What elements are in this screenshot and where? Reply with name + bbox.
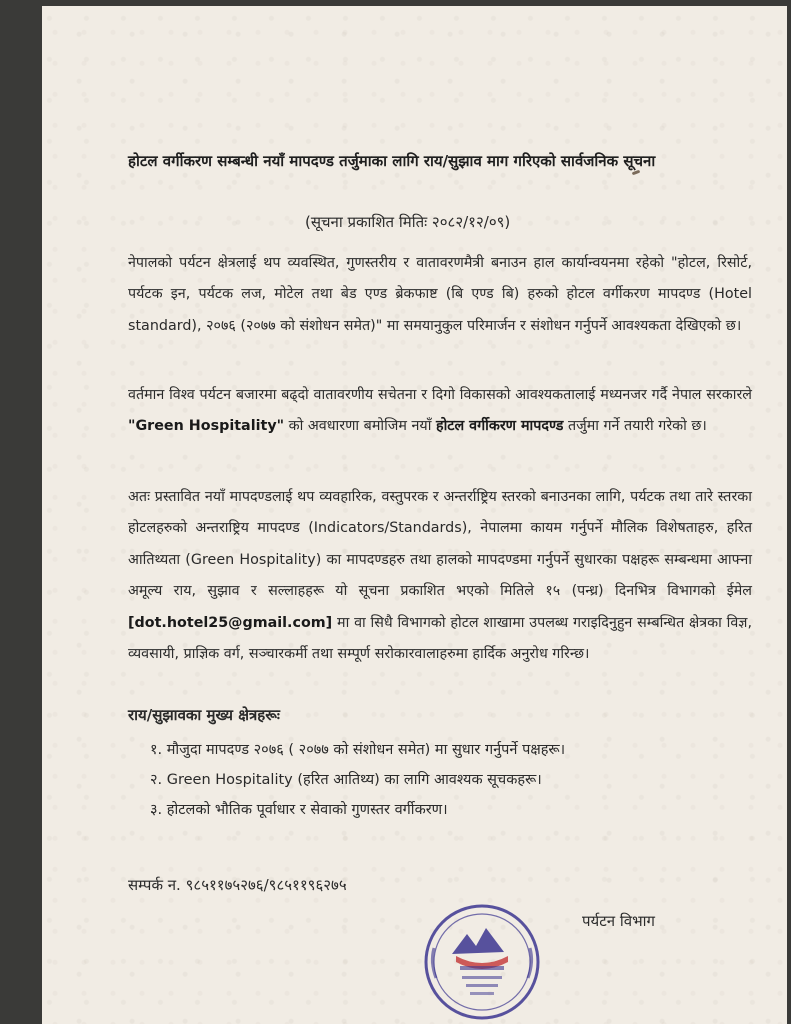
focus-item: २. Green Hospitality (हरित आतिथ्य) का लागि आवश्यक सूचकहरू।: [150, 772, 542, 788]
paragraph3-text-2: मा वा सिधै विभागको होटल शाखामा उपलब्ध गराइदिनुहुन सम्बन्धित क्षेत्रका विज्ञ, व्यवसायी, प्राज्ञिक वर्ग, सञ्चारकर्मी तथा सम्पूर्ण सरोकारवालाहरुमा हार्दिक अनुरोध गरिन्छ।: [128, 614, 752, 663]
paragraph2-text-2: को अवधारणा बमोजिम नयाँ: [284, 418, 436, 435]
paragraph2-text-3: तर्जुमा गर्ने तयारी गरेको छ।: [563, 418, 707, 435]
focus-item: १. मौजुदा मापदण्ड २०७६ ( २०७७ को संशोधन समेत) मा सुधार गर्नुपर्ने पक्षहरू।: [150, 742, 566, 758]
paragraph3-text-1: अतः प्रस्तावित नयाँ मापदण्डलाई थप व्यवहारिक, वस्तुपरक र अन्तर्राष्ट्रिय स्तरको बनाउनका लागि, पर्यटक तथा तारे स्तरका होटलहरुको अन्तराष्ट्रिय मापदण्ड (Indicators/Standards), नेपालमा कायम गर्नुपर्ने मौलिक विशेषताहरु, हरित आतिथ्यता (Green Hospitality) का मापदण्डहरु तथा हालको मापदण्डमा गर्नुपर्ने सुधारका पक्षहरू सम्बन्धमा आफ्ना अमूल्य राय, सुझाव र सल्लाहहरू यो सूचना प्रकाशित भएको मितिले १५ (पन्ध्र) दिनभित्र विभागको ईमेल: [128, 489, 752, 600]
paragraph-green-hospitality: [128, 380, 752, 443]
paragraph2-text-1: वर्तमान विश्व पर्यटन बजारमा बढ्दो वातावरणीय सचेतना र दिगो विकासको आवश्यकतालाई मध्यनजर गर्दै नेपाल सरकारले: [128, 387, 752, 403]
contact-numbers: सम्पर्क न. ९८५११७५२७६/९८५११९६२७५: [128, 876, 347, 894]
green-hospitality-term: "Green Hospitality": [128, 418, 285, 435]
hotel-standard-term: होटल वर्गीकरण मापदण्ड: [435, 418, 564, 435]
email-address: [dot.hotel25@gmail.com]: [128, 614, 333, 631]
paragraph-request: [128, 482, 752, 670]
official-stamp-icon: [412, 896, 552, 1024]
department-signature: पर्यटन विभाग: [582, 912, 655, 930]
paragraph-intro: नेपालको पर्यटन क्षेत्रलाई थप व्यवस्थित, गुणस्तरीय र वातावरणमैत्री बनाउन हाल कार्यान्वयनमा रहेको "होटल, रिसोर्ट, पर्यटक इन, पर्यटक लज, मोटेल तथा बेड एण्ड ब्रेकफाष्ट (बि एण्ड बि) हरुको होटल वर्गीकरण मापदण्ड (Hotel standard), २०७६ (२०७७ को संशोधन समेत)" मा समयानुकुल परिमार्जन र संशोधन गर्नुपर्ने आवश्यकता देखिएको छ।: [128, 255, 752, 334]
published-date: (सूचना प्रकाशित मितिः २०८२/१२/०९): [305, 213, 511, 231]
focus-areas-heading: राय/सुझावका मुख्य क्षेत्रहरूः: [128, 706, 280, 724]
focus-item: ३. होटलको भौतिक पूर्वाधार र सेवाको गुणस्तर वर्गीकरण।: [150, 802, 448, 818]
notice-title: होटल वर्गीकरण सम्बन्धी नयाँ मापदण्ड तर्जुमाका लागि राय/सुझाव माग गरिएको सार्वजनिक सूचना: [128, 152, 656, 170]
